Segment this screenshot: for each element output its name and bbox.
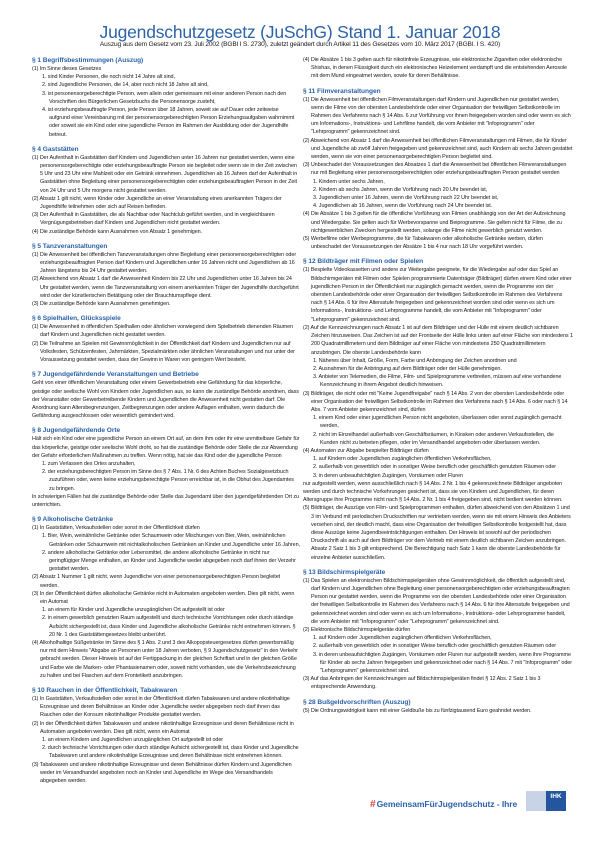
list-item: 2. nicht im Einzelhandel außerhalb von Geschäftsräumen, in Kiosken oder anderen Verkaufsstellen, die Kunden nicht zu betreten pflegen, oder im Versandhandel angeboten oder überlassen werden. xyxy=(313,431,554,446)
list-item: 3. in deren unbeaufsichtigten Zugängen, Vorräumen oder Fluren xyxy=(313,472,463,479)
paragraph: (5) Bildträger, die Auszüge von Film- und Spielprogrammen enthalten, dürfen abweichend von den Absätzen 1 und 3 im Verbund mit periodischen Druckschriften nur vertrieben werden, wenn sie mit einem Hinweis des Anbieters versehen sind, der deutlich macht, dass eine Organisation der freiwilligen Selbstkontrolle festgestellt hat, dass diese Auszüge keine Jugendbeeinträchtigungen enthalten. Der Hinweis ist sowohl auf der periodischen Druckschrift als auch auf dem Bildträger vor dem Vertrieb mit einem deutlich sichtbaren Zeichen anzubringen. Absatz 2 Satz 1 bis 3 gilt entsprechend. Die Berechtigung nach Satz 1 kann die oberste Landesbehörde für einzelne Anbieter ausschließen. xyxy=(303,505,571,561)
paragraph: (4) Die zuständige Behörde kann Ausnahmen von Absatz 1 genehmigen. xyxy=(32,228,203,235)
section-heading: § 7 Jugendgefährdende Veranstaltungen und Betriebe xyxy=(32,371,199,379)
hashtag-icon: # xyxy=(370,798,376,810)
paragraph: (3) Bildträger, die nicht oder mit "Keine Jugendfreigabe" nach § 14 Abs. 2 von der obersten Landesbehörde oder einer Organisation der freiwilligen Selbstkontrolle im Rahmen des Verfahrens nach § 14 Abs. 6 oder nach § 14 Abs. 7 vom Anbieter gekennzeichnet sind, dürfen xyxy=(303,390,568,413)
list-item: 2. Ausnahmen für die Anbringung auf dem Bildträger oder der Hülle genehmigen. xyxy=(313,365,502,372)
list-item: 2. außerhalb von gewerblich oder in sonstiger Weise beruflich oder geschäftlich genutzten Räumen oder xyxy=(313,643,556,650)
list-item: 1. sind Kinder Personen, die noch nicht 14 Jahre alt sind, xyxy=(42,74,175,81)
paragraph: (2) Elektronische Bildschirmspielgeräte dürfen xyxy=(303,627,411,633)
paragraph: (3) Tabakwaren und andere nikotinhaltige Erzeugnisse und deren Behältnisse dürfen Kindern und Jugendlichen weder im Versandhandel angeboten noch an Kinder und Jugendliche im Wege des Versandhandels abgegeben werden. xyxy=(32,761,292,785)
paragraph: (2) Auf die Kennzeichnungen nach Absatz 1 ist auf dem Bildträger und der Hülle mit einem deutlich sichtbaren Zeichen hinzuweisen. Das Zeichen ist auf der Frontseite der Hülle links unten auf einer Fläche von mindestens 1 200 Quadratmillimetern und dem Bildträger auf einer Fläche von mindestens 250 Quadratmillimetern anzubringen. Die oberste Landesbehörde kann xyxy=(303,324,573,356)
list-item: 2. außerhalb von gewerblich oder in sonstiger Weise beruflich oder geschäftlich genutzten Räumen oder xyxy=(313,464,556,471)
section-heading: § 8 Jugendgefährdende Orte xyxy=(32,427,121,435)
paragraph: (4) Alkoholhaltige Süßgetränke im Sinne des § 1 Abs. 2 und 3 des Alkopopsteuergesetzes dürfen gewerbsmäßig nur mit dem Hinweis "Abgabe an Personen unter 18 Jahren verboten, § 9 Jugendschutzgesetz" in den Verkehr gebracht werden. Dieser Hinweis ist auf der Fertigpackung in der gleichen Schriftart und in der gleichen Größe und Farbe wie die Marken- oder Phantasienamen oder, soweit nicht vorhanden, wie die Verkehrsbezeichnung zu halten und bei Flaschen auf dem Frontetikett anzubringen. xyxy=(32,639,298,679)
paragraph: (1) In Gaststätten, Verkaufsstellen oder sonst in der Öffentlichkeit dürfen Tabakwaren und andere nikotinhaltige Erzeugnisse und deren Behältnisse an Kinder oder Jugendliche weder abgegeben noch darf ihnen das Rauchen oder der Konsum nikotinhaltiger Produkte gestattet werden. xyxy=(32,696,290,719)
law-section xyxy=(32,56,300,139)
paragraph: (1) In Gaststätten, Verkaufsstellen oder sonst in der Öffentlichkeit dürfen xyxy=(32,525,200,532)
ihk-logo-light-block xyxy=(526,791,546,811)
paragraph: (1) Der Aufenthalt in Gaststätten darf Kindern und Jugendlichen unter 16 Jahren nur gestattet werden, wenn eine personensorgeberechtigte oder erziehungsbeauftragte Person sie begleitet oder wenn sie in der Zeit zwischen 5 Uhr und 23 Uhr eine Mahlzeit oder ein Getränk einnehmen. Jugendlichen ab 16 Jahren darf der Aufenthalt in Gaststätten ohne Begleitung einer personensorgeberechtigten oder erziehungsbeauftragten Person in der Zeit von 24 Uhr und 5 Uhr morgens nicht gestattet werden. xyxy=(32,154,298,194)
list-item: 2. Kindern ab sechs Jahren, wenn die Vorführung nach 20 Uhr beendet ist, xyxy=(313,186,488,193)
section-heading: § 1 Begriffsbestimmungen (Auszug) xyxy=(32,57,144,64)
section-heading: § 10 Rauchen in der Öffentlichkeit, Tabakwaren xyxy=(32,687,178,694)
list-item: 1. Kindern unter sechs Jahren, xyxy=(313,178,385,185)
paragraph: (5) Die Ordnungswidrigkeit kann mit einer Geldbuße bis zu fünfzigtausend Euro geahndet werden. xyxy=(303,707,532,714)
list-item: 3. Anbieter von Telemedien, die Filme, Film- und Spielprogramme verbreiten, müssen auf eine vorhandene Kennzeichnung in ihrem Angebot deutlich hinweisen. xyxy=(313,374,562,389)
list-item: 1. zum Verlassen des Ortes anzuhalten, xyxy=(42,460,136,467)
list-item: 2. durch technische Vorrichtungen oder durch ständige Aufsicht sichergestellt ist, dass Kinder und Jugendliche Tabakwaren und andere nikotinhaltige Erzeugnisse und deren Behältnisse nicht entnehmen können. xyxy=(42,745,299,760)
paragraph: (3) Auf das Anbringen der Kennzeichnungen auf Bildschirmspielgeräten findet § 12 Abs. 2 Satz 1 bis 3 entsprechende Anwendung. xyxy=(303,676,541,691)
list-item: 1. einem Kind oder einer jugendlichen Person nicht angeboten, überlassen oder sonst zugänglich gemacht werden, xyxy=(313,415,562,430)
section-heading: § 5 Tanzveranstaltungen xyxy=(32,242,108,250)
paragraph: (1) Im Sinne dieses Gesetzes xyxy=(32,66,102,72)
paragraph: (1) Die Anwesenheit in öffentlichen Spielhallen oder ähnlichen vorwiegend dem Spielbetrieb dienenden Räumen darf Kindern und Jugendlichen nicht gestattet werden. xyxy=(32,324,293,339)
section-heading: § 6 Spielhallen, Glücksspiele xyxy=(32,315,121,323)
paragraph: (4) Automaten zur Abgabe bespielter Bildträger dürfen xyxy=(303,447,429,454)
list-item: 4. Jugendlichen ab 16 Jahren, wenn die Vorführung nach 24 Uhr beendet ist. xyxy=(313,203,493,210)
paragraph: (5) Werbefilme oder Werbeprogramme, die für Tabakwaren oder alkoholische Getränke werben, dürfen unbeschadet der Voraussetzungen der Absätze 1 bis 4 nur nach 18 Uhr vorgeführt werden. xyxy=(303,236,543,251)
ihk-logo-text: IHK xyxy=(550,793,562,800)
law-section xyxy=(303,257,573,561)
paragraph: (4) Die Absätze 1 bis 3 gelten für die öffentliche Vorführung von Filmen unabhängig von der Art der Aufzeichnung und Wiedergabe. Sie gelten auch für Werbevorspanne und Beiprogramme. Sie gelten nicht für Filme, die zu nichtgewerblichen Zwecken hergestellt werden, solange die Filme nicht gewerblich genutzt werden. xyxy=(303,211,566,234)
law-section xyxy=(303,56,573,81)
list-item: 1. Bier, Wein, weinähnliche Getränke oder Schaumwein oder Mischungen von Bier, Wein, weinähnlichen Getränken oder Schaumwein mit nichtalkoholischen Getränken an Kinder und Jugendliche unter 16 Jahren, xyxy=(42,533,300,548)
ihk-logo-dark-block xyxy=(546,791,566,811)
law-section xyxy=(303,568,573,692)
section-heading: § 4 Gaststätten xyxy=(32,145,79,153)
law-section xyxy=(32,314,300,364)
law-section xyxy=(32,426,300,509)
list-item: 1. auf Kindern oder Jugendlichen zugänglichen öffentlichen Verkehrsflächen, xyxy=(313,635,492,642)
list-item: 1. auf Kindern oder Jugendlichen zugänglichen öffentlichen Verkehrsflächen, xyxy=(313,456,492,463)
paragraph: (2) Absatz 1 Nummer 1 gilt nicht, wenn Jugendliche von einer personensorgeberechtigten Person begleitet werden. xyxy=(32,574,281,589)
list-item: 2. sind Jugendliche Personen, die 14, aber noch nicht 18 Jahre alt sind, xyxy=(42,82,209,89)
page-title: Jugendschutzgesetz (JuSchG) Stand 1. Januar 2018 xyxy=(99,22,501,42)
paragraph: Hält sich ein Kind oder eine jugendliche Person an einem Ort auf, an dem ihm oder ihr eine unmittelbare Gefahr für das körperliche, geistige oder seelische Wohl droht, so hat die zuständige Behörde oder Stelle die zur Abwendung der Gefahr erforderlichen Maßnahmen zu treffen. Wenn nötig, hat sie das Kind oder die jugendliche Person xyxy=(32,436,300,459)
list-item: 2. andere alkoholische Getränke oder Lebensmittel, die andere alkoholische Getränke in nicht nur geringfügiger Menge enthalten, an Kinder und Jugendliche weder abgegeben noch darf ihnen der Verzehr gestattet werden. xyxy=(42,549,296,573)
list-item: 3. Jugendlichen unter 16 Jahren, wenn die Vorführung nach 22 Uhr beendet ist, xyxy=(313,195,499,202)
paragraph: (2) Abweichend von Absatz 1 darf die Anwesenheit Kindern bis 22 Uhr und Jugendlichen unter 16 Jahren bis 24 Uhr gestattet werden, wenn die Tanzveranstaltung von einem anerkannten Träger der Jugendhilfe durchgeführt wird oder der künstlerischen Betätigung oder der Brauchtumspflege dient. xyxy=(32,276,299,299)
paragraph: (4) Die Absätze 1 bis 3 gelten auch für nikotinfreie Erzeugnisse, wie elektronische Zigaretten oder elektronische Shishas, in denen Flüssigkeit durch ein elektronisches Heizelement verdampft und die entstehenden Aerosole mit dem Mund eingeatmet werden, sowie für deren Behältnisse. xyxy=(303,57,568,80)
right-column xyxy=(303,56,573,721)
paragraph-continuation: nur aufgestellt werden, wenn ausschließlich nach § 14 Abs. 2 Nr. 1 bis 4 gekennzeichnete Bildträger angeboten werden und durch technische Vorkehrungen gesichert ist, dass sie von Kindern und Jugendlichen, für deren Altersgruppe ihre Programme nicht nach § 14 Abs. 2 Nr. 1 bis 4 freigegeben sind, nicht bedient werden können. xyxy=(303,480,563,504)
list-item: 3. ist personensorgeberechtigte Person, wem allein oder gemeinsam mit einer anderen Person nach den Vorschriften des Bürgerlichen Gesetzbuchs die Personensorge zusteht, xyxy=(42,90,287,105)
paragraph: (2) Absatz 1 gilt nicht, wenn Kinder oder Jugendliche an einer Veranstaltung eines anerkannten Trägers der Jugendhilfe teilnehmen oder sich auf Reisen befinden. xyxy=(32,195,282,211)
paragraph: (3) Der Aufenthalt in Gaststätten, die als Nachtbar oder Nachtclub geführt werden, und in vergleichbaren Vergnügungsbetrieben darf Kindern und Jugendlichen nicht gestattet werden. xyxy=(32,212,275,227)
section-heading: § 28 Bußgeldvorschriften (Auszug) xyxy=(303,698,411,706)
paragraph: (3) Die zuständige Behörde kann Ausnahmen genehmigen. xyxy=(32,301,171,308)
law-section xyxy=(32,686,300,785)
paragraph: (2) Abweichend von Absatz 1 darf die Anwesenheit bei öffentlichen Filmveranstaltungen mit Filmen, die für Kinder und Jugendliche ab zwölf Jahren freigegeben und gekennzeichnet sind, auch Kindern ab sechs Jahren gestattet werden, wenn sie von einer personensorgeberechtigten Person begleitet sind. xyxy=(303,137,573,161)
paragraph: (1) Das Spielen an elektronischen Bildschirmspielgeräten ohne Gewinnmöglichkeit, die öffentlich aufgestellt sind, darf Kindern und Jugendlichen ohne Begleitung einer personensorgeberechtigten oder erziehungsbeauftragten Person nur gestattet werden, wenn die Programme von der obersten Landesbehörde oder einer Organisation der freiwilligen Selbstkontrolle im Rahmen des Verfahrens nach § 14 Abs. 6 für ihre Altersstufe freigegeben und gekennzeichnet worden sind oder wenn es sich um Informations-, Instruktions- oder Lehrprogramme handelt, die vom Anbieter mit "Infoprogramm" oder "Lehrprogramm" gekennzeichnet sind. xyxy=(303,577,570,625)
list-item: 2. der erziehungsberechtigten Person im Sinne des § 7 Abs. 1 Nr. 6 des Achten Buches Sozialgesetzbuch zuzuführen oder, wenn keine erziehungsberechtigte Person erreichbar ist, in die Obhut des Jugendamtes zu bringen. xyxy=(42,469,294,492)
paragraph: (2) Die Teilnahme an Spielen mit Gewinnmöglichkeit in der Öffentlichkeit darf Kindern und Jugendlichen nur auf Volksfesten, Schützenfesten, Jahrmärkten, Spezialmärkten oder ähnlichen Veranstaltungen und nur unter der Voraussetzung gestattet werden, dass der Gewinn in Waren von geringem Wert besteht. xyxy=(32,340,295,364)
section-heading: § 11 Filmveranstaltungen xyxy=(303,87,381,95)
law-section xyxy=(32,515,300,680)
law-section xyxy=(303,87,573,252)
paragraph: (1) Die Anwesenheit bei öffentlichen Tanzveranstaltungen ohne Begleitung einer personensorgeberechtigten oder erziehungsbeauftragten Person darf Kindern und Jugendlichen unter 16 Jahren nicht und Jugendlichen ab 16 Jahren längstens bis 24 Uhr gestattet werden. xyxy=(32,251,297,275)
paragraph: (3) Unbeschadet der Voraussetzungen des Absatzes 1 darf die Anwesenheit bei öffentlichen Filmveranstaltungen nur mit Begleitung einer personensorgeberechtigten oder erziehungsbeauftragten Person gestattet werden xyxy=(303,162,567,177)
left-column xyxy=(32,56,300,791)
paragraph: Geht von einer öffentlichen Veranstaltung oder einem Gewerbebetrieb eine Gefährdung für das körperliche, geistige oder seelische Wohl von Kindern oder Jugendlichen aus, so kann die zuständige Behörde anordnen, dass der Veranstalter oder Gewerbetreibende Kindern und Jugendlichen die Anwesenheit nicht gestatten darf. Die Anordnung kann Altersbegrenzungen, Zeitbegrenzungen oder andere Auflagen enthalten, wenn dadurch die Gefährdung ausgeschlossen oder wesentlich gemindert wird. xyxy=(32,380,299,420)
paragraph: (1) Bespielte Videokassetten und andere zur Weitergabe geeignete, für die Wiedergabe auf oder das Spiel an Bildschirmgeräten mit Filmen oder Spielen programmierte Datenträger (Bildträger) dürfen einem Kind oder einer jugendlichen Person in der Öffentlichkeit nur zugänglich gemacht werden, wenn die Programme von der obersten Landesbehörde oder einer Organisation der freiwilligen Selbstkontrolle im Rahmen des Verfahrens nach § 14 Abs. 6 für ihre Altersstufe freigegeben und gekennzeichnet worden sind oder wenn es sich um Informations-, Instruktions- und Lehrprogramme handelt, die vom Anbieter mit "Infoprogramm" oder "Lehrprogramm" gekennzeichnet sind. xyxy=(303,267,572,323)
section-heading: § 9 Alkoholische Getränke xyxy=(32,516,113,524)
list-item: 2. in einem gewerblich genutzten Raum aufgestellt und durch technische Vorrichtungen oder durch ständige Aufsicht sichergestellt ist, dass Kinder und Jugendliche alkoholische Getränke nicht entnehmen können. § 20 Nr. 1 des Gaststättengesetzes bleibt unberührt. xyxy=(42,615,296,638)
list-item: 1. an einem für Kinder und Jugendliche unzugänglichen Ort aufgestellt ist oder xyxy=(42,607,225,614)
section-heading: § 12 Bildträger mit Filmen oder Spielen xyxy=(303,258,424,266)
list-item: 4. ist erziehungsbeauftragte Person, jede Person über 18 Jahren, soweit sie auf Dauer oder zeitweise aufgrund einer Vereinbarung mit der personensorgeberechtigten Person Erziehungsaufgaben wahrnimmt oder soweit sie ein Kind oder eine jugendliche Person im Rahmen der Ausbildung oder der Jugendhilfe betreut. xyxy=(42,107,295,138)
law-section xyxy=(32,242,300,308)
section-heading: § 13 Bildschirmspielgeräte xyxy=(303,568,386,576)
list-item: 1. Näheres über Inhalt, Größe, Form, Farbe und Anbringung der Zeichen anordnen und xyxy=(313,357,517,364)
law-section xyxy=(303,698,573,715)
paragraph-continuation: In schwierigen Fällen hat die zuständige Behörde oder Stelle das Jugendamt über den jugendgefährdenden Ort zu unterrichten. xyxy=(32,493,299,508)
paragraph: (3) In der Öffentlichkeit dürfen alkoholische Getränke nicht in Automaten angeboten werden. Dies gilt nicht, wenn ein Automat xyxy=(32,590,295,605)
paragraph: (1) Die Anwesenheit bei öffentlichen Filmveranstaltungen darf Kindern und Jugendlichen nur gestattet werden, wenn die Filme von der obersten Landesbehörde oder einer Organisation der freiwilligen Selbstkontrolle im Rahmen des Verfahrens nach § 14 Abs. 6 zur Vorführung vor ihnen freigegeben worden sind oder wenn es sich um Informations-, Instruktions- und Lehrfilme handelt, die vom Anbieter mit "Infoprogramm" oder "Lehrprogramm" gekennzeichnet sind. xyxy=(303,96,571,136)
campaign-logo xyxy=(370,794,517,814)
law-section xyxy=(32,370,300,420)
list-item: 1. an einem Kindern und Jugendlichen unzugänglichen Ort aufgestellt ist oder xyxy=(42,737,224,744)
paragraph: (2) In der Öffentlichkeit dürfen Tabakwaren und andere nikotinhaltige Erzeugnisse und deren Behältnisse nicht in Automaten angeboten werden. Dies gilt nicht, wenn ein Automat xyxy=(32,720,294,735)
page-subtitle: Auszug aus dem Gesetz vom 23. Juli 2002 (BGBl I S. 2730), zuletzt geändert durch Artikel 11 des Gesetzes vom 10. März 2017 (BGBl. I S. 420) xyxy=(99,41,501,48)
ihk-logo xyxy=(526,791,566,811)
list-item: 3. in deren unbeaufsichtigten Zugängen, Vorräumen oder Fluren nur aufgestellt werden, wenn ihre Programme für Kinder ab sechs Jahren freigegeben und gekennzeichnet oder nach § 14 Abs. 7 mit "Infoprogramm" oder "Lehrprogramm" gekennzeichnet sind. xyxy=(313,651,572,675)
campaign-text: GemeinsamFürJugendschutz - Ihre xyxy=(376,799,518,809)
law-section xyxy=(32,145,300,236)
